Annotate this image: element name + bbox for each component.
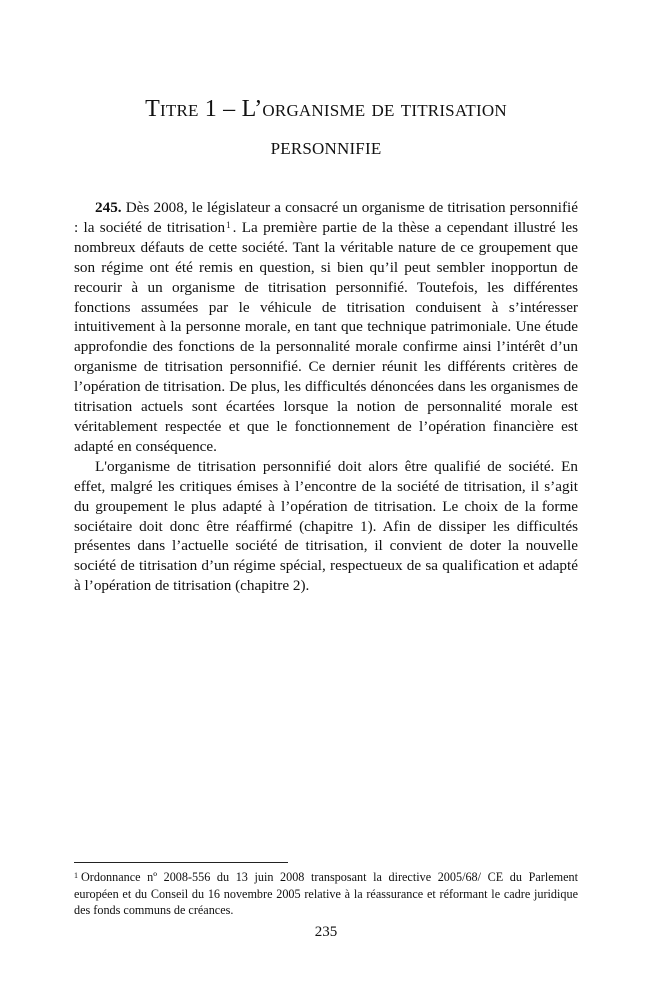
paragraph-2: L'organisme de titrisation personnifié doit alors être qualifié de société. En effet, malgré les critiques émises à l’encontre de la société de titrisation, il s’agit du groupement le plus adapté à l’opération de titrisation. Le choix de la forme sociétaire doit donc être réaffirmé (chapitre 1). Afin de dissiper les difficultés présentes dans l’actuelle société de titrisation, il convient de doter la nouvelle société de titrisation d’un régime spécial, respectueux de sa qualification et adapté à l’opération de titrisation (chapitre 2). [74,457,578,595]
paragraph-245 [74,198,578,457]
paragraph-text-start: Dès 2008, le législateur a consacré un organisme de titrisation personnifié : la société de titrisation [74,199,578,236]
body-text [74,198,578,596]
footnote-reference[interactable]: 1 [226,219,231,230]
paragraph-text-rest: . La première partie de la thèse a cependant illustré les nombreux défauts de cette société. Tant la véritable nature de ce groupement que son régime ont été remis en question, si bien qu’il peut sembler inopportun de recourir à un organisme de titrisation personnifié. Toutefois, les différentes fonctions assumées par le véhicule de titrisation conduisent à s’intéresser intuitivement à la personne morale, en tant que technique patrimoniale. Une étude approfondie des fonctions de la personnalité morale confirme ainsi l’intérêt d’un organisme de titrisation personnifié. Ce dernier réunit les différents critères de l’opération de titrisation. De plus, les difficultés dénoncées dans les organismes de titrisation actuels sont écartées lorsque la notion de personnalité morale est véritablement respectée et que le fonctionnement de l’opération financière est adapté en conséquence. [74,218,578,455]
title-line-1: Titre 1 – L’organisme de titrisation [145,96,507,122]
footnote-separator [74,862,288,863]
page-title [74,90,578,166]
footnote-text: Ordonnance nº 2008-556 du 13 juin 2008 transposant la directive 2005/68/ CE du Parlement européen et du Conseil du 16 novembre 2005 relative à la réassurance et réformant le cadre juridique des fonds communs de créances. [74,870,578,917]
page-number: 235 [314,924,338,940]
title-line-2: personnifie [270,134,382,160]
footnote [74,869,578,919]
footnote-marker: 1 [74,871,78,880]
paragraph-number: 245. [95,199,122,216]
